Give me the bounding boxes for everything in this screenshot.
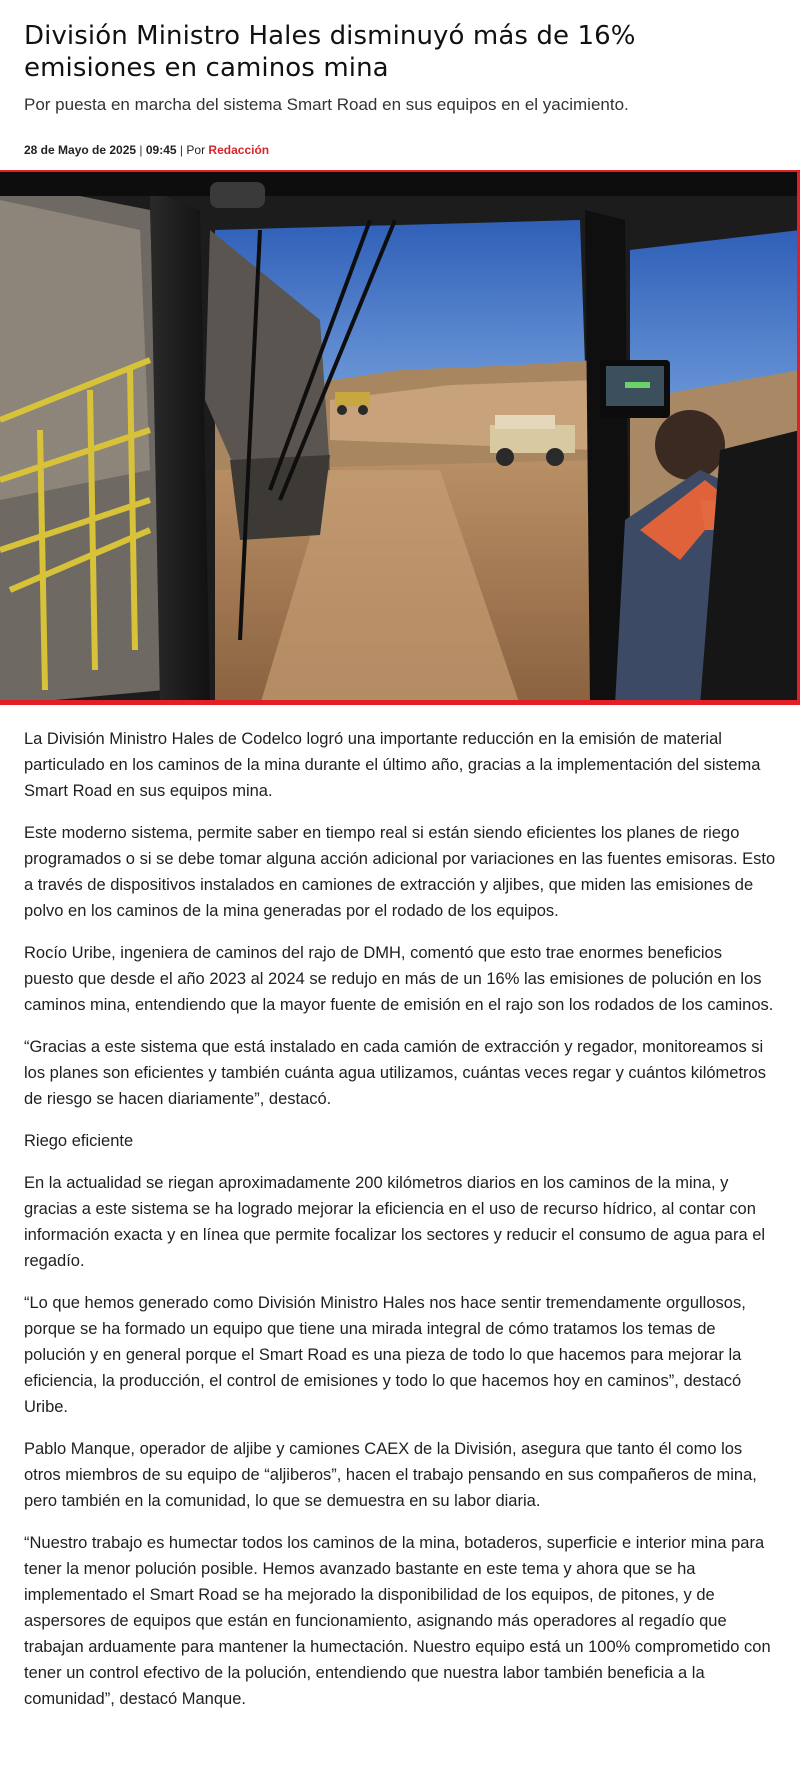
article-body — [24, 726, 776, 1728]
paragraph: Pablo Manque, operador de aljibe y camiones CAEX de la División, asegura que tanto él como los otros miembros de su equipo de “aljiberos”, hacen el trabajo pensando en sus compañeros de mina, pero también en la comunidad, lo que se demuestra en su labor diaria. — [24, 1440, 757, 1510]
section-heading: Riego eficiente — [24, 1132, 134, 1150]
paragraph: Este moderno sistema, permite saber en tiempo real si están siendo eficientes los planes de riego programados o si se debe tomar alguna acción adicional por variaciones en las fuentes emisoras. Esto a través de dispositivos instalados en camiones de extracción y aljibes, que miden las emisiones de polvo en los caminos de la mina generadas por el rodado de los equipos. — [24, 824, 776, 920]
paragraph: La División Ministro Hales de Codelco logró una importante reducción en la emisión de material particulado en los caminos de la mina durante el último año, gracias a la implementación del sistema Smart Road en sus equipos mina. — [24, 730, 761, 800]
meta-separator: | — [179, 143, 184, 157]
byline-prefix: Por — [186, 143, 206, 157]
hero-image — [0, 170, 800, 705]
paragraph: Rocío Uribe, ingeniera de caminos del rajo de DMH, comentó que esto trae enormes beneficios puesto que desde el año 2023 al 2024 se redujo en más de un 16% las emisiones de polución en los caminos mina, entendiendo que la mayor fuente de emisión en el rajo son los rodados de los caminos. — [24, 944, 774, 1014]
paragraph: “Nuestro trabajo es humectar todos los caminos de la mina, botaderos, superficie e interior mina para tener la menor polución posible. Hemos avanzado bastante en este tema y ahora que se ha implementado el Smart Road se ha mejorado la disponibilidad de los equipos, de pitones, y de aspersores de equipos que están en funcionamiento, asignando más operadores al regadío que trabajan arduamente para mantener la humectación. Nuestro equipo está un 100% comprometido con tener un control efectivo de la polución, entendiendo que nuestra labor también beneficia a la comunidad”, destacó Manque. — [24, 1534, 771, 1708]
paragraph: “Gracias a este sistema que está instalado en cada camión de extracción y regador, monitoreamos si los planes son eficientes y también cuánta agua utilizamos, cuántas veces regar y cuántos kilómetros de riesgo se hacen diariamente”, destacó. — [24, 1038, 766, 1108]
publish-date: 28 de Mayo de 2025 — [24, 143, 137, 157]
hero-accent-bar — [0, 700, 800, 705]
article-meta — [24, 142, 776, 158]
author-link[interactable]: Redacción — [208, 143, 270, 157]
publish-time: 09:45 — [145, 143, 177, 157]
paragraph: En la actualidad se riegan aproximadamente 200 kilómetros diarios en los caminos de la mina, y gracias a este sistema se ha logrado mejorar la eficiencia en el uso de recurso hídrico, al contar con información exacta y en línea que permite focalizar los sectores y reducir el consumo de agua para el regadío. — [24, 1174, 766, 1270]
hero-image-illustration — [0, 170, 800, 705]
article-subtitle: Por puesta en marcha del sistema Smart Road en sus equipos en el yacimiento. — [24, 95, 629, 114]
article-title: División Ministro Hales disminuyó más de 16% emisiones en caminos mina — [24, 21, 636, 83]
paragraph: “Lo que hemos generado como División Ministro Hales nos hace sentir tremendamente orgullosos, porque se ha formado un equipo que tiene una mirada integral de cómo tratamos los temas de polución y en general porque el Smart Road es una pieza de todo lo que hacemos para mejorar la eficiencia, la producción, el control de emisiones y todo lo que hacemos hoy en caminos”, destacó Uribe. — [24, 1294, 746, 1416]
meta-separator: | — [139, 143, 143, 157]
